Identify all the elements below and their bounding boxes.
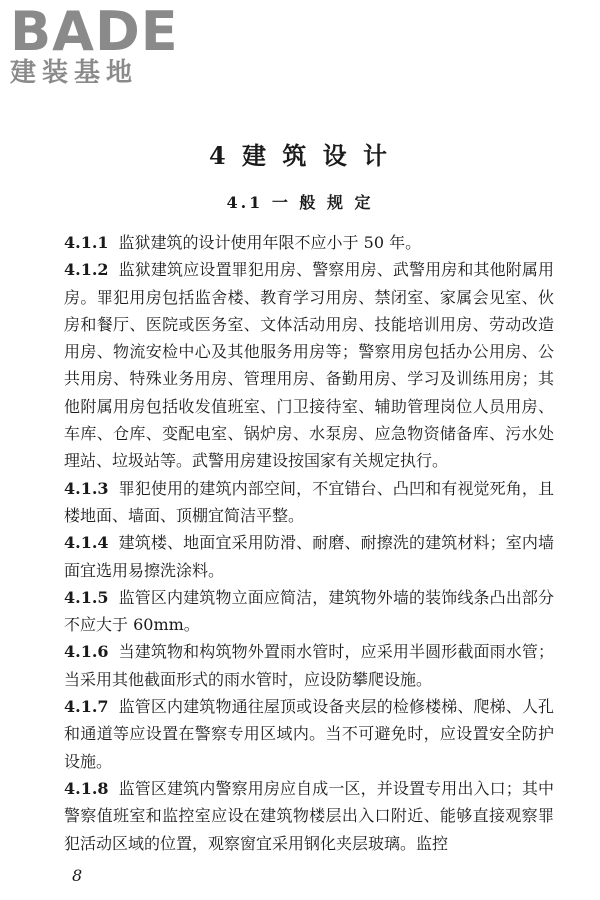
clause-text: 当建筑物和构筑物外置雨水管时，应采用半圆形截面雨水管；当采用其他截面形式的雨水管时，应设防攀爬设施。 xyxy=(64,642,554,689)
chapter-title: 4 建 筑 设 计 xyxy=(208,141,392,170)
clause-number: 4.1.3 xyxy=(64,478,109,498)
clause-4-1-4 xyxy=(64,529,554,584)
clause-text: 监管区内建筑物立面应简洁，建筑物外墙的装饰线条凸出部分不应大于 60mm。 xyxy=(64,587,554,635)
page-number: 8 xyxy=(72,866,83,885)
logo-wordmark: BADE xyxy=(10,0,179,63)
clause-number: 4.1.5 xyxy=(64,587,109,607)
clause-number: 4.1.2 xyxy=(64,260,109,280)
clause-4-1-3 xyxy=(64,475,554,530)
logo-subtitle: 建装基地 xyxy=(10,58,139,88)
clause-text: 监狱建筑的设计使用年限不应小于 50 年。 xyxy=(118,233,422,252)
section-title: 4.1 一 般 规 定 xyxy=(226,193,374,212)
clause-text: 监管区建筑内警察用房应自成一区，并设置专用出入口；其中警察值班室和监控室应设在建筑物楼层出入口附近、能够直接观察罪犯活动区域的位置，观察窗宜采用钢化夹层玻璃。监控 xyxy=(64,778,554,853)
clause-text: 建筑楼、地面宜采用防滑、耐磨、耐擦洗的建筑材料；室内墙面宜选用易擦洗涂料。 xyxy=(64,533,554,580)
clause-number: 4.1.6 xyxy=(64,642,109,662)
clause-text: 罪犯使用的建筑内部空间，不宜错台、凸凹和有视觉死角，且楼地面、墙面、顶棚宜简洁平整。 xyxy=(64,478,554,525)
clause-4-1-6 xyxy=(64,638,554,693)
clause-number: 4.1.4 xyxy=(64,533,109,553)
clause-4-1-2 xyxy=(64,256,554,474)
clause-number: 4.1.8 xyxy=(64,778,109,798)
clause-4-1-5 xyxy=(64,584,554,639)
clause-4-1-8 xyxy=(64,775,554,857)
clause-4-1-1 xyxy=(64,229,554,256)
clause-list xyxy=(64,229,554,857)
clause-number: 4.1.7 xyxy=(64,697,109,717)
bade-logo xyxy=(10,0,180,88)
clause-number: 4.1.1 xyxy=(64,233,109,252)
clause-text: 监狱建筑应设置罪犯用房、警察用房、武警用房和其他附属用房。罪犯用房包括监舍楼、教育学习用房、禁闭室、家属会见室、伙房和餐厅、医院或医务室、文体活动用房、技能培训用房、劳动改造用房、物流安检中心及其他服务用房等；警察用房包括办公用房、公共用房、特殊业务用房、管理用房、备勤用房、学习及训练用房；其他附属用房包括收发值班室、门卫接待室、辅助管理岗位人员用房、车库、仓库、变配电室、锅炉房、水泵房、应急物资储备库、污水处理站、垃圾站等。武警用房建设按国家有关规定执行。 xyxy=(64,260,554,471)
clause-text: 监管区内建筑物通往屋顶或设备夹层的检修楼梯、爬梯、人孔和通道等应设置在警察专用区域内。当不可避免时，应设置安全防护设施。 xyxy=(64,697,554,771)
clause-4-1-7 xyxy=(64,693,554,775)
